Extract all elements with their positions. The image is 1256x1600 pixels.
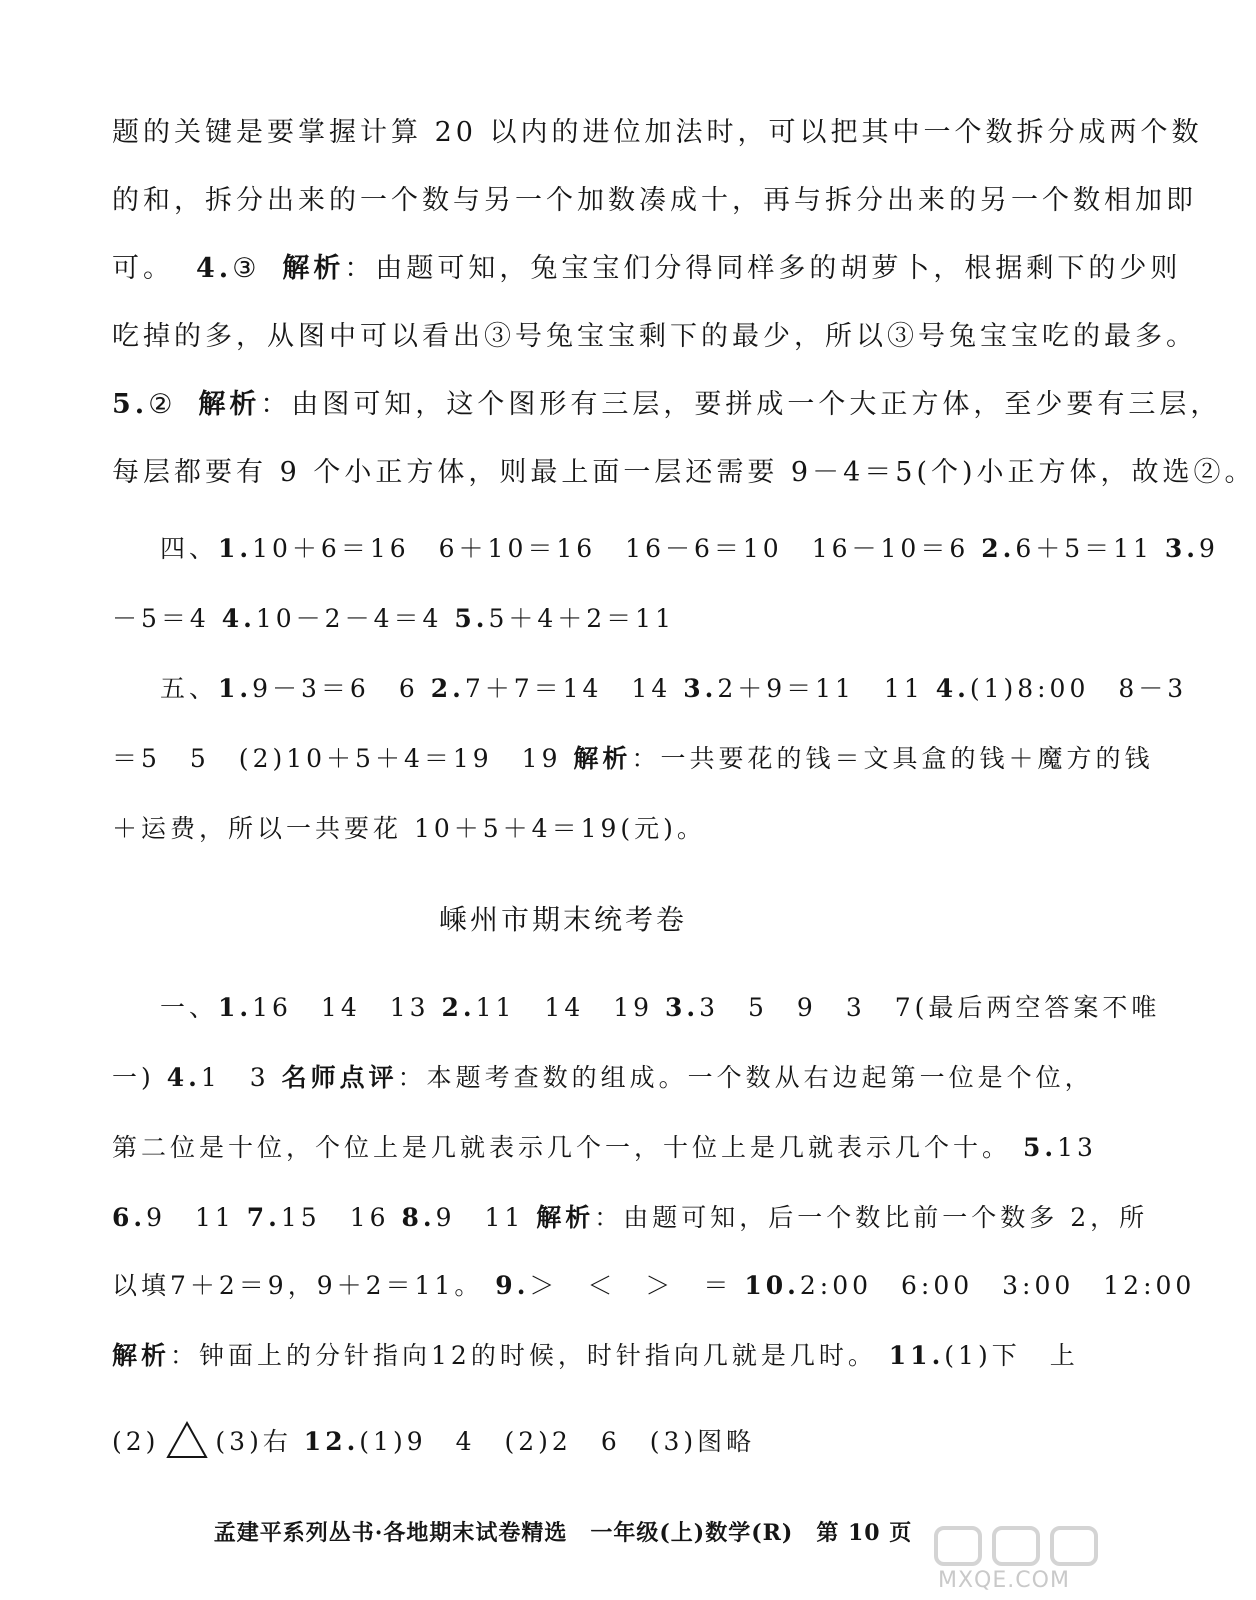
text-line-2: 的和，拆分出来的一个数与另一个加数凑成十，再与拆分出来的另一个数相加即 (112, 185, 1197, 216)
text-line-10: ＝5 5 (2)10＋5＋4＝19 19 解析：一共要花的钱＝文具盒的钱＋魔方的钱 (112, 744, 1154, 773)
text-line-9: 五、1.9－3＝6 6 2.7＋7＝14 14 3.2＋9＝11 11 4.(1)8:00 8－3 (160, 674, 1188, 703)
text-line-11: ＋运费，所以一共要花 10＋5＋4＝19(元)。 (112, 814, 706, 843)
answer-line-3: 第二位是十位，个位上是几就表示几个一，十位上是几就表示几个十。 5.13 (112, 1133, 1097, 1162)
answer-line-4: 6.9 11 7.15 16 8.9 11 解析：由题可知，后一个数比前一个数多 2，所 (112, 1203, 1149, 1232)
watermark-text: MXQE.COM (938, 1568, 1070, 1593)
text-line-5: 5.② 解析：由图可知，这个图形有三层，要拼成一个大正方体，至少要有三层， (112, 389, 1222, 420)
answer-line-2: 一) 4.1 3 名师点评：本题考查数的组成。一个数从右边起第一位是个位， (112, 1063, 1094, 1092)
text-line-8: －5＝4 4.10－2－4＝4 5.5＋4＋2＝11 (112, 604, 675, 633)
triangle-icon (165, 1420, 209, 1460)
text-line-3: 可。 4.③ 解析：由题可知，兔宝宝们分得同样多的胡萝卜，根据剩下的少则 (112, 253, 1182, 284)
answer-line-1: 一、1.16 14 13 2.11 14 19 3.3 5 9 3 7(最后两空答案不唯 (160, 993, 1161, 1022)
page-footer: 孟建平系列丛书·各地期末试卷精选 一年级(上)数学(R) 第 10 页 (213, 1520, 913, 1546)
answer-line-6: 解析：钟面上的分针指向12的时候，时针指向几就是几时。 11.(1)下 上 (112, 1341, 1079, 1370)
text-line-4: 吃掉的多，从图中可以看出③号兔宝宝剩下的最少，所以③号兔宝宝吃的最多。 (112, 321, 1197, 352)
answer-line-7: (2) (3)右 12.(1)9 4 (2)2 6 (3)图略 (112, 1420, 755, 1460)
answer-line-5: 以填7＋2＝9，9＋2＝11。 9.＞ ＜ ＞ ＝ 10.2:00 6:00 3:00 12:00 (112, 1271, 1196, 1300)
text-line-6: 每层都要有 9 个小正方体，则最上面一层还需要 9－4＝5(个)小正方体，故选②。 (112, 457, 1256, 488)
text-line-7: 四、1.10＋6＝16 6＋10＝16 16－6＝10 16－10＝6 2.6＋5＝11 3.9 (160, 534, 1219, 563)
section-title: 嵊州市期末统考卷 (438, 903, 687, 936)
text-line-1: 题的关键是要掌握计算 20 以内的进位加法时，可以把其中一个数拆分成两个数 (112, 117, 1203, 148)
